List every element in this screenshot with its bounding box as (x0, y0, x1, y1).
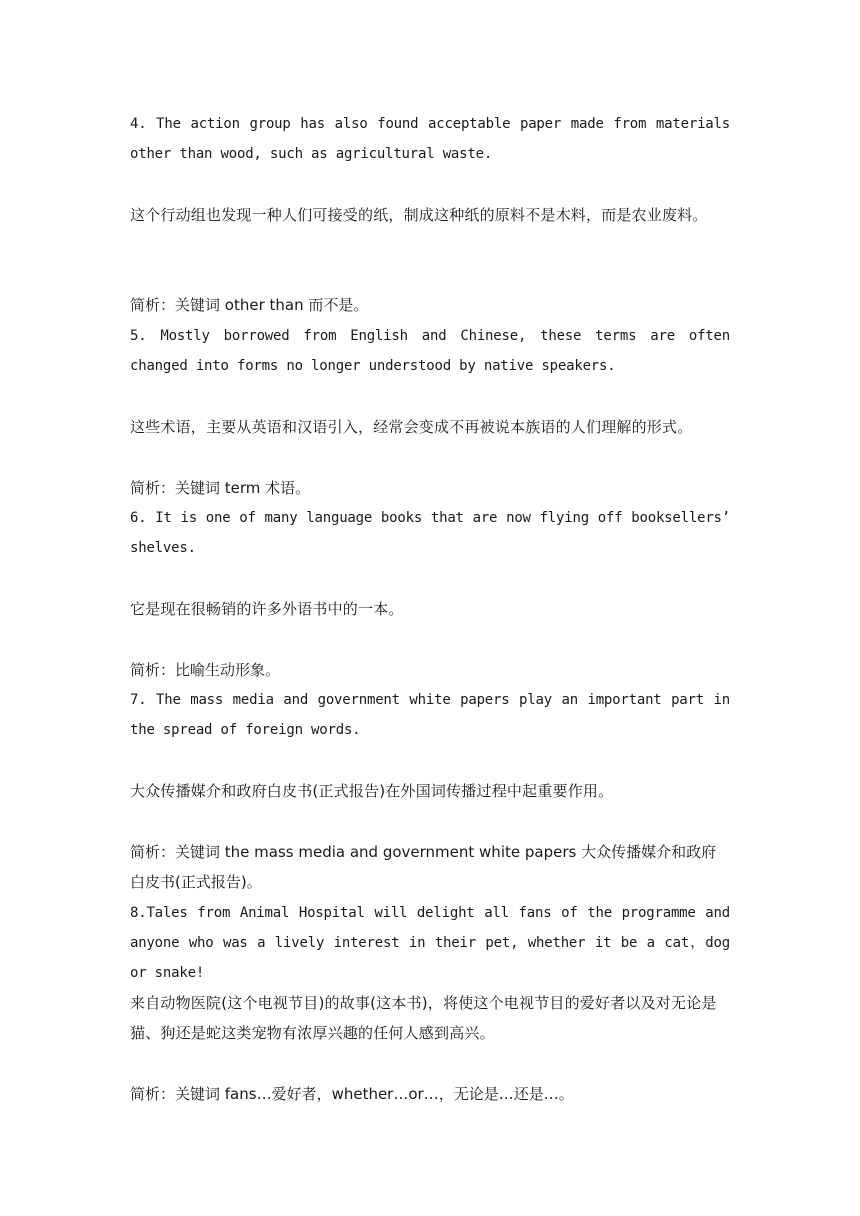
analysis-note-4: 简析：关键词 other than 而不是。 (130, 296, 369, 314)
english-sentence-8: 8.Tales from Animal Hospital will delight all fans of the programme and anyone who was a lively interest in their pet, whether it be a cat，dog or snake! (130, 905, 730, 981)
analysis-note-5: 简析：关键词 term 术语。 (130, 479, 311, 497)
english-sentence-6: 6. It is one of many language books that are now flying off booksellers’ shelves. (130, 510, 730, 556)
chinese-translation-7: 大众传播媒介和政府白皮书(正式报告)在外国词传播过程中起重要作用。 (130, 782, 614, 800)
analysis-note-7: 简析：关键词 the mass media and government white papers 大众传播媒介和政府白皮书(正式报告)。 (130, 843, 717, 891)
english-sentence-7: 7. The mass media and government white papers play an important part in the spread of foreign words. (130, 692, 730, 738)
chinese-translation-6: 它是现在很畅销的许多外语书中的一本。 (130, 600, 404, 618)
chinese-translation-8: 来自动物医院(这个电视节目)的故事(这本书)，将使这个电视节目的爱好者以及对无论是猫、狗还是蛇这类宠物有浓厚兴趣的任何人感到高兴。 (130, 994, 717, 1042)
chinese-translation-4: 这个行动组也发现一种人们可接受的纸，制成这种纸的原料不是木料，而是农业废料。 (130, 206, 708, 224)
english-sentence-4: 4. The action group has also found acceptable paper made from materials other than wood, such as agricultural waste. (130, 116, 730, 162)
chinese-translation-5: 这些术语，主要从英语和汉语引入，经常会变成不再被说本族语的人们理解的形式。 (130, 418, 693, 436)
analysis-note-6: 简析：比喻生动形象。 (130, 661, 281, 679)
analysis-note-8: 简析：关键词 fans…爱好者，whether…or…，无论是…还是…。 (130, 1085, 574, 1103)
english-sentence-5: 5. Mostly borrowed from English and Chinese, these terms are often changed into forms no longer understood by native speakers. (130, 328, 730, 374)
